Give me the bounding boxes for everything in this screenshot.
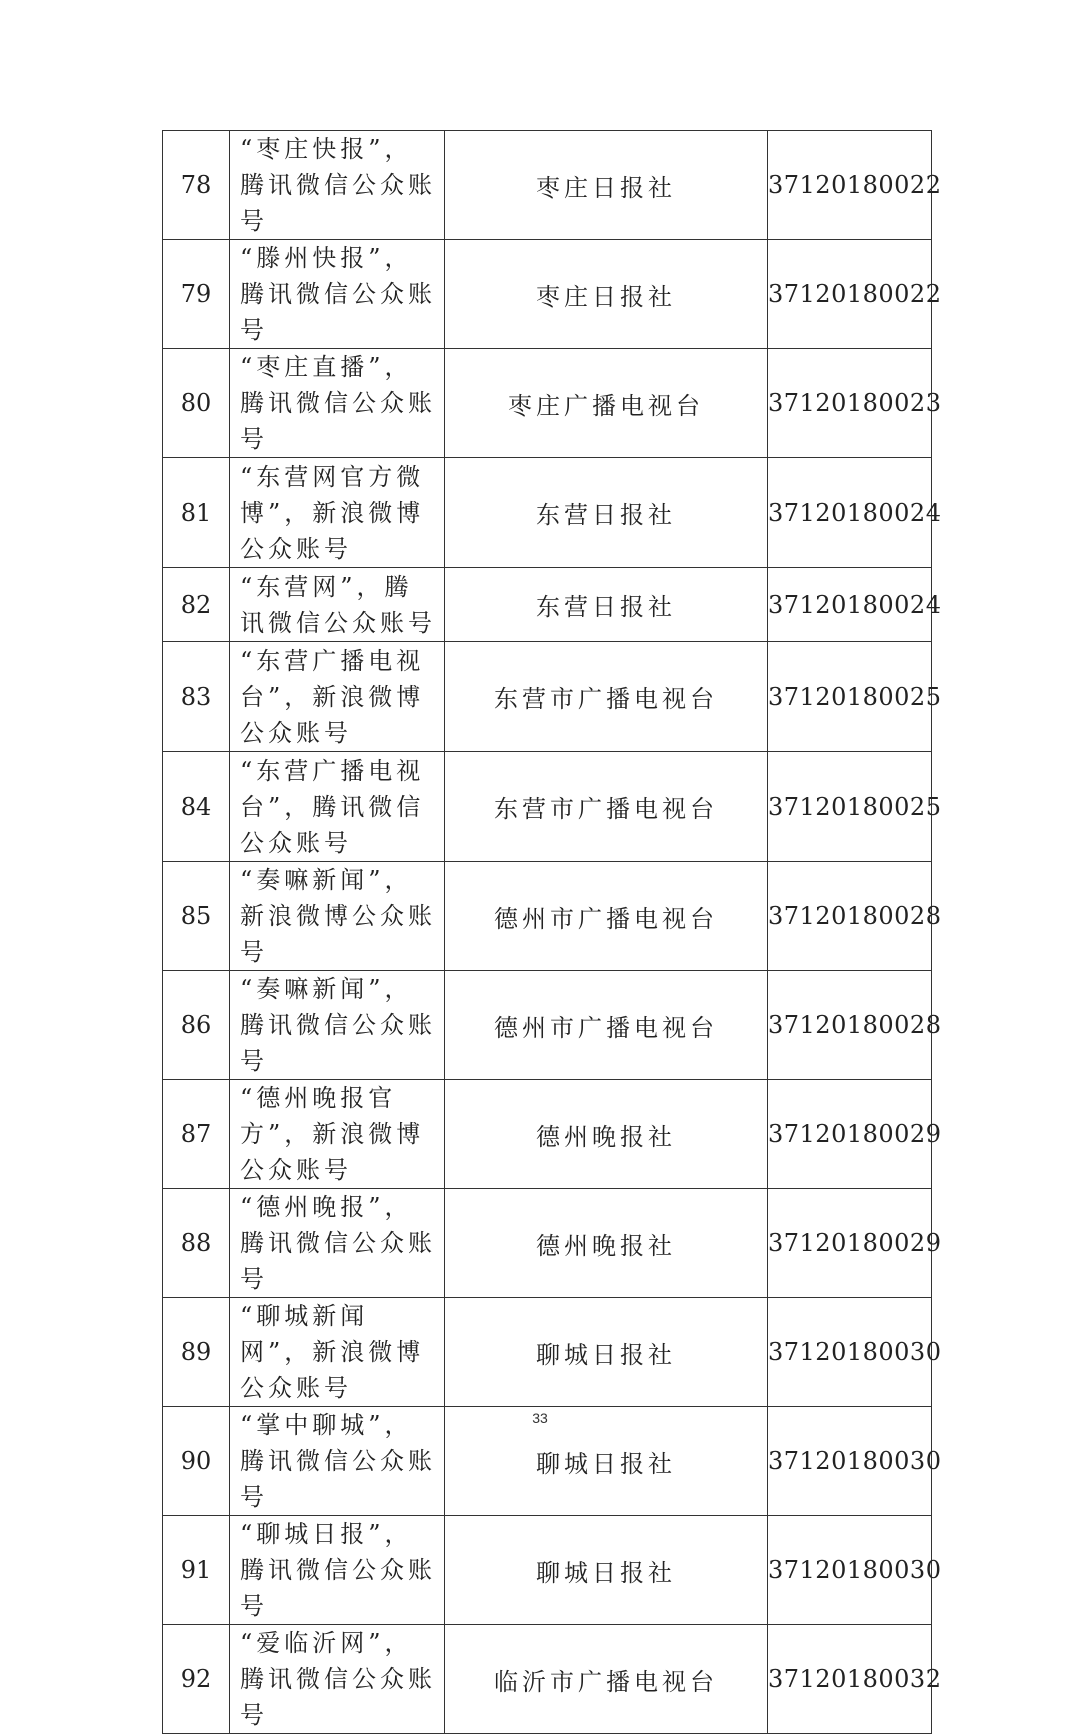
account-name-cell [230,131,445,240]
account-name-text: “枣庄直播”，腾讯微信公众账号 [240,353,436,453]
organization-cell [445,568,768,642]
license-code-cell [768,349,942,458]
table-row [163,642,932,752]
table-row [163,971,932,1080]
row-number-cell [163,1189,230,1298]
license-code-cell [768,131,942,240]
row-number-text: 79 [180,280,212,308]
license-code-text: 37120180024 [768,590,942,619]
account-name-text: “聊城新闻网”，新浪微博公众账号 [240,1302,425,1402]
row-number-text: 82 [180,590,212,619]
organization-cell [445,458,768,568]
account-name-text: “东营广播电视台”，新浪微博公众账号 [240,646,425,747]
organization-text: 东营市广播电视台 [494,685,718,713]
license-code-cell [768,752,942,862]
license-code-cell [768,1080,942,1189]
table-row [163,131,932,240]
license-code-cell [768,1189,942,1298]
license-code-cell [768,568,942,642]
row-number-cell [163,971,230,1080]
license-code-text: 37120180032 [768,1665,942,1693]
account-name-text: “东营网官方微博”，新浪微博公众账号 [240,462,425,563]
row-number-text: 92 [180,1665,212,1693]
account-name-cell [230,642,445,752]
organization-text: 德州晚报社 [536,1122,676,1151]
table-row [163,1080,932,1189]
license-code-text: 37120180030 [768,1556,942,1584]
license-code-cell [768,458,942,568]
row-number-text: 87 [180,1120,212,1148]
accounts-table [162,130,942,1734]
organization-text: 东营日报社 [536,593,676,621]
row-number-text: 88 [180,1229,212,1257]
license-code-text: 37120180022 [768,280,942,308]
table-row [163,458,932,568]
organization-cell [445,1516,768,1625]
row-number-cell [163,642,230,752]
organization-text: 临沂市广播电视台 [494,1667,718,1696]
table-row [163,752,932,862]
organization-text: 德州市广播电视台 [494,1013,718,1042]
license-code-text: 37120180024 [768,498,942,527]
table-body [163,131,942,1734]
license-code-text: 37120180025 [768,792,942,821]
organization-cell [445,862,768,971]
organization-text: 德州晚报社 [536,1231,676,1260]
organization-cell [445,752,768,862]
license-code-text: 37120180025 [768,682,942,711]
organization-cell [445,642,768,752]
license-code-cell [768,642,942,752]
row-number-cell [163,131,230,240]
organization-text: 东营日报社 [536,501,676,529]
table-row [163,1189,932,1298]
license-code-text: 37120180029 [768,1229,942,1257]
account-name-text: “聊城日报”，腾讯微信公众账号 [240,1520,436,1620]
account-name-cell [230,1625,445,1734]
account-name-cell [230,971,445,1080]
table-row [163,240,932,349]
license-code-cell [768,1625,942,1734]
account-name-text: “德州晚报官方”，新浪微博公众账号 [240,1084,425,1184]
account-name-cell [230,752,445,862]
account-name-cell [230,458,445,568]
row-number-text: 78 [180,171,212,199]
row-number-text: 84 [180,792,212,821]
organization-cell [445,240,768,349]
license-code-text: 37120180023 [768,389,942,417]
account-name-cell [230,349,445,458]
organization-text: 德州市广播电视台 [494,904,718,933]
row-number-text: 85 [180,902,212,930]
table-row [163,568,932,642]
license-code-text: 37120180022 [768,171,942,199]
license-code-cell [768,862,942,971]
license-code-text: 37120180028 [768,1011,942,1039]
row-number-cell [163,862,230,971]
row-number-cell [163,1625,230,1734]
organization-text: 聊城日报社 [536,1449,676,1478]
organization-text: 枣庄日报社 [536,282,676,311]
row-number-cell [163,458,230,568]
organization-text: 东营市广播电视台 [494,795,718,823]
organization-text: 聊城日报社 [536,1558,676,1587]
account-name-text: “奏嘛新闻”，新浪微博公众账号 [240,866,436,966]
account-name-text: “滕州快报”，腾讯微信公众账号 [240,244,436,344]
organization-cell [445,131,768,240]
table-row [163,1625,932,1734]
account-name-cell [230,862,445,971]
account-name-text: “东营网”，腾讯微信公众账号 [240,572,436,637]
account-name-cell [230,240,445,349]
license-code-cell [768,240,942,349]
account-name-text: “奏嘛新闻”，腾讯微信公众账号 [240,975,436,1075]
account-name-text: “德州晚报”，腾讯微信公众账号 [240,1193,436,1293]
row-number-cell [163,1080,230,1189]
organization-text: 枣庄广播电视台 [508,391,704,420]
account-name-text: “东营广播电视台”，腾讯微信公众账号 [240,756,425,857]
row-number-cell [163,1516,230,1625]
row-number-cell [163,568,230,642]
account-name-cell [230,1298,445,1407]
account-name-cell [230,1080,445,1189]
license-code-cell [768,1298,942,1407]
row-number-cell [163,1298,230,1407]
row-number-text: 91 [180,1556,212,1584]
license-code-cell [768,971,942,1080]
account-name-cell [230,1189,445,1298]
organization-cell [445,1298,768,1407]
account-name-text: “枣庄快报”，腾讯微信公众账号 [240,135,436,235]
license-code-text: 37120180028 [768,902,942,930]
license-code-text: 37120180030 [768,1447,942,1475]
organization-cell [445,1625,768,1734]
organization-cell [445,349,768,458]
account-name-text: “爱临沂网”，腾讯微信公众账号 [240,1629,436,1729]
row-number-text: 83 [180,682,212,711]
row-number-cell [163,349,230,458]
organization-cell [445,971,768,1080]
row-number-cell [163,240,230,349]
account-name-cell [230,568,445,642]
organization-text: 枣庄日报社 [536,173,676,202]
account-name-text: “掌中聊城”，腾讯微信公众账号 [240,1411,436,1511]
table-row [163,862,932,971]
license-code-text: 37120180030 [768,1338,942,1366]
table-row [163,349,932,458]
row-number-text: 80 [180,389,212,417]
row-number-text: 86 [180,1011,212,1039]
row-number-text: 81 [180,498,212,527]
row-number-text: 89 [180,1338,212,1366]
row-number-cell [163,752,230,862]
license-code-text: 37120180029 [768,1120,942,1148]
table-row [163,1298,932,1407]
organization-cell [445,1189,768,1298]
table-row [163,1516,932,1625]
row-number-text: 90 [180,1447,212,1475]
organization-text: 聊城日报社 [536,1340,676,1369]
organization-cell [445,1080,768,1189]
account-name-cell [230,1516,445,1625]
page-number: 33 [532,1410,548,1426]
license-code-cell [768,1516,942,1625]
